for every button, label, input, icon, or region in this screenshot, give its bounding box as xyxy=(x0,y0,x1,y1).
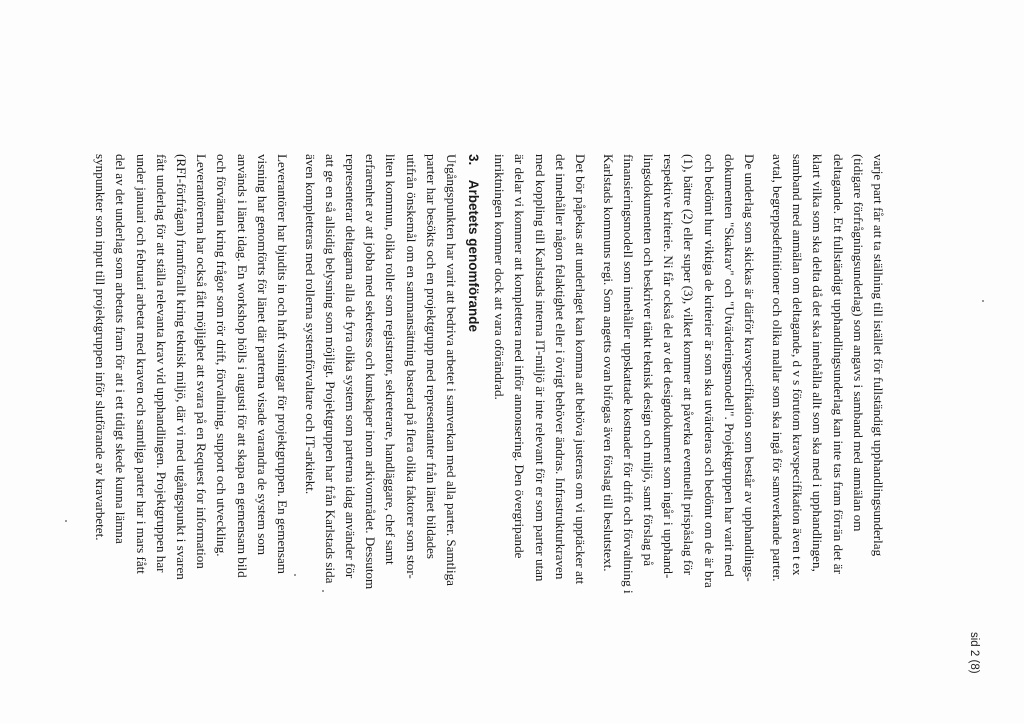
paragraph-line: erfarenhet av att jobba med sekretess och kunskaper inom arkivområdet. Dessutom xyxy=(363,154,379,590)
paragraph-line: (1), bättre (2) eller super (3), vilket kommer att påverka eventuellt prispåslag för xyxy=(681,154,697,576)
paragraph-line: lingsdokumenten och beskriver tänkt teknisk design och miljö, samt förslag på xyxy=(640,154,656,567)
paragraph-4 xyxy=(299,154,461,589)
paragraph-line: visning har genomförts för länet där parterna visade varandra de system som xyxy=(254,154,270,556)
paragraph-line: med koppling till Karlstads interna IT-miljö är inte relevant för er som parter utan xyxy=(532,154,548,582)
paragraph-line: deltagande. Ett fullständigt upphandlingsunderlag kan inte tas fram förrän det är xyxy=(830,154,846,574)
paragraph-5 xyxy=(90,154,292,580)
paragraph-line: under januari och februari arbetat med kraven och samtliga parter har i mars fått xyxy=(133,154,149,574)
paragraph-line: utifrån önskemål om en sammansättning baserad på flera olika faktorer som stor- xyxy=(403,154,419,579)
paragraph-line: (RFI-förfrågan) framförallt kring teknisk miljö, där vi med utgångspunkt i svaren xyxy=(173,154,189,580)
paragraph-line: parter har besökts och en projektgrupp med representanter från länet bildades xyxy=(423,154,439,560)
paragraph-line: De underlag som skickas är därför kravspecifikation som består av upphandlings- xyxy=(742,154,757,582)
paragraph-line: synpunkter som input till projektgruppen inför slutförande av kravarbetet. xyxy=(93,154,109,541)
paragraph-line: varje part får att ta ställning till istället för fullständigt upphandlingsunderlag xyxy=(871,154,886,557)
paragraph-line: och förväntan kring frågor som rör drift, förvaltning, support och utveckling. xyxy=(214,154,230,557)
section-title: Arbetets genomförande xyxy=(466,179,481,333)
paragraph-line: fått underlag för att ställa relevanta krav vid upphandlingen. Projektgruppen har xyxy=(153,154,169,573)
paragraph-line: dokumenten "Skakrav" och "Utvärderingsmodell". Projektgruppen har varit med xyxy=(721,154,737,577)
paragraph-line: Leverantörerna har också fått möjlighet att svara på en Request for information xyxy=(194,154,210,569)
paragraph-2 xyxy=(597,154,759,594)
paragraph-line: används i länet idag. En workshop hölls i augusti för att skapa en gemensam bild xyxy=(234,154,250,578)
paragraph-line: även kompletteras med rollerna systemförvaltare och IT-arkitekt. xyxy=(302,154,318,495)
scan-speck xyxy=(65,520,67,522)
paragraph-line: klart vilka som ska delta då det ska innehålla allt som ska med i upphandlingen, xyxy=(810,154,826,572)
paragraph-line: finansieringsmodell som innehåller uppskattade kostnader för drift och förvaltning i xyxy=(620,154,636,594)
paragraph-line: samband med anmälan om deltagande, d v s förutom kravspecifikation även t ex xyxy=(790,154,806,576)
scan-speck xyxy=(294,574,296,576)
paragraph-3 xyxy=(489,154,590,584)
paragraph-line: Det bör påpekas att underlaget kan komma att behöva justeras om vi upptäcker att xyxy=(573,154,588,585)
section-heading xyxy=(466,154,481,332)
paragraph-line: att ge en så allsidig belysning som möjligt. Projektgruppen har från Karlstads sida xyxy=(322,154,338,584)
paragraph-line: avtal, begreppsdefinitioner och olika mallar som ska ingå för samverkande parter. xyxy=(769,154,785,582)
paragraph-line: representerar deltagarna alla de fyra olika system som parterna idag använder för xyxy=(342,154,358,579)
paragraph-line: det innehåller någon felaktighet eller i övrigt behöver ändras. Infrastrukturkraven xyxy=(552,154,568,580)
scan-speck xyxy=(322,590,324,592)
paragraph-line: Karlstads kommuns regi. Som angetts ovan bifogas även förslag till beslutstext. xyxy=(600,154,616,572)
paragraph-line: Leverantörer har bjudits in och haft visningar för projektgruppen. En gemensam xyxy=(275,154,290,574)
paragraph-line: inriktningen kommer dock att vara oförändrad. xyxy=(492,154,508,400)
paragraph-line: Utgångspunkten har varit att bedriva arbetet i samverkan med alla parter. Samtliga xyxy=(444,154,459,586)
section-number: 3. xyxy=(466,154,481,166)
scan-speck xyxy=(982,300,984,302)
paragraph-line: (tidigare förfrågningsunderlag) som angavs i samband med anmälan om xyxy=(850,154,866,532)
paragraph-line: del av det underlag som arbetats fram för att i ett tidigt skede kunna lämna xyxy=(113,154,129,544)
paragraph-line: liten kommun, olika roller som registrator, sekreterare, handläggare, chef samt xyxy=(383,154,399,565)
paragraph-line: och bedömt hur viktiga de kriterier är som ska utvärderas och bedömt om de är bra xyxy=(701,154,717,588)
paragraph-1 xyxy=(767,154,888,582)
paragraph-line: respektive kriterie. Ni får också del av det designdokument som ingår i upphand- xyxy=(661,154,677,579)
page-number: sid 2 (8) xyxy=(968,632,980,674)
paragraph-line: är delar vi kommer att komplettera med inför annonsering. Den övergripande xyxy=(512,154,528,559)
